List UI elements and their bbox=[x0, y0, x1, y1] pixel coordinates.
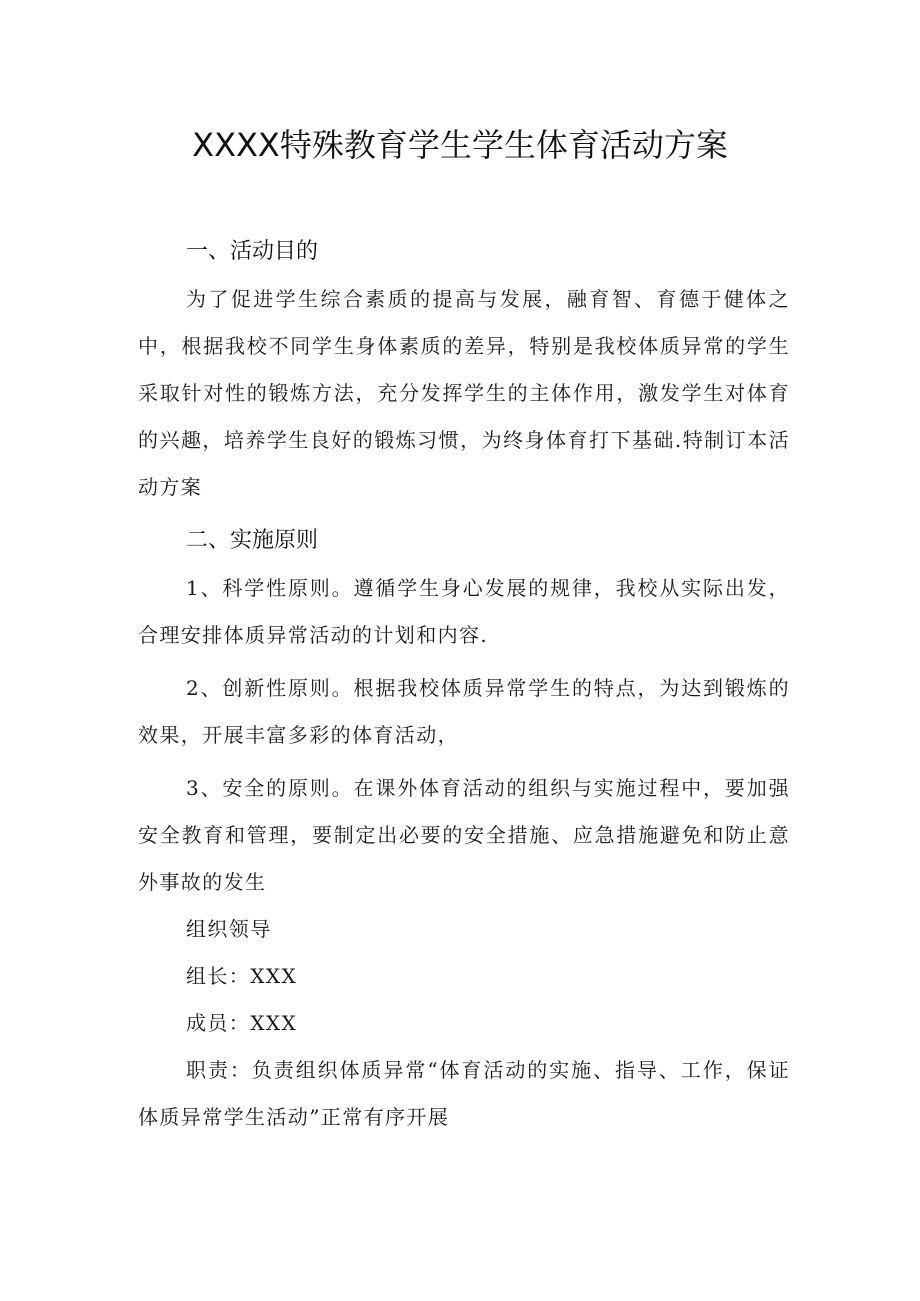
purpose-paragraph: 为了促进学生综合素质的提高与发展，融育智、育德于健体之中，根据我校不同学生身体素质的差异，特别是我校体质异常的学生采取针对性的锻炼方法，充分发挥学生的主体作用，激发学生对体育的兴趣，培养学生良好的锻炼习惯，为终身体育打下基础.特制订本活动方案 bbox=[138, 287, 790, 499]
organization-members: 成员：XXX bbox=[186, 1011, 298, 1035]
page-title: XXXX特殊教育学生学生体育活动方案 bbox=[192, 126, 728, 164]
section-heading-principles: 二、实施原则 bbox=[186, 528, 319, 553]
organization-leader: 组长：XXX bbox=[186, 964, 298, 988]
principle-safety: 3、安全的原则。在课外体育活动的组织与实施过程中，要加强安全教育和管理，要制定出必要的安全措施、应急措施避免和防止意外事故的发生 bbox=[138, 776, 790, 894]
document-body bbox=[138, 228, 790, 1141]
principle-scientific: 1、科学性原则。遵循学生身心发展的规律，我校从实际出发，合理安排体质异常活动的计划和内容. bbox=[138, 576, 790, 647]
principle-innovative: 2、创新性原则。根据我校体质异常学生的特点，为达到锻炼的效果，开展丰富多彩的体育活动， bbox=[138, 676, 790, 747]
organization-duties: 职责：负责组织体质异常“体育活动的实施、指导、工作，保证体质异常学生活动”正常有序开展 bbox=[138, 1058, 790, 1129]
section-heading-purpose: 一、活动目的 bbox=[186, 239, 319, 264]
organization-heading: 组织领导 bbox=[186, 917, 272, 941]
